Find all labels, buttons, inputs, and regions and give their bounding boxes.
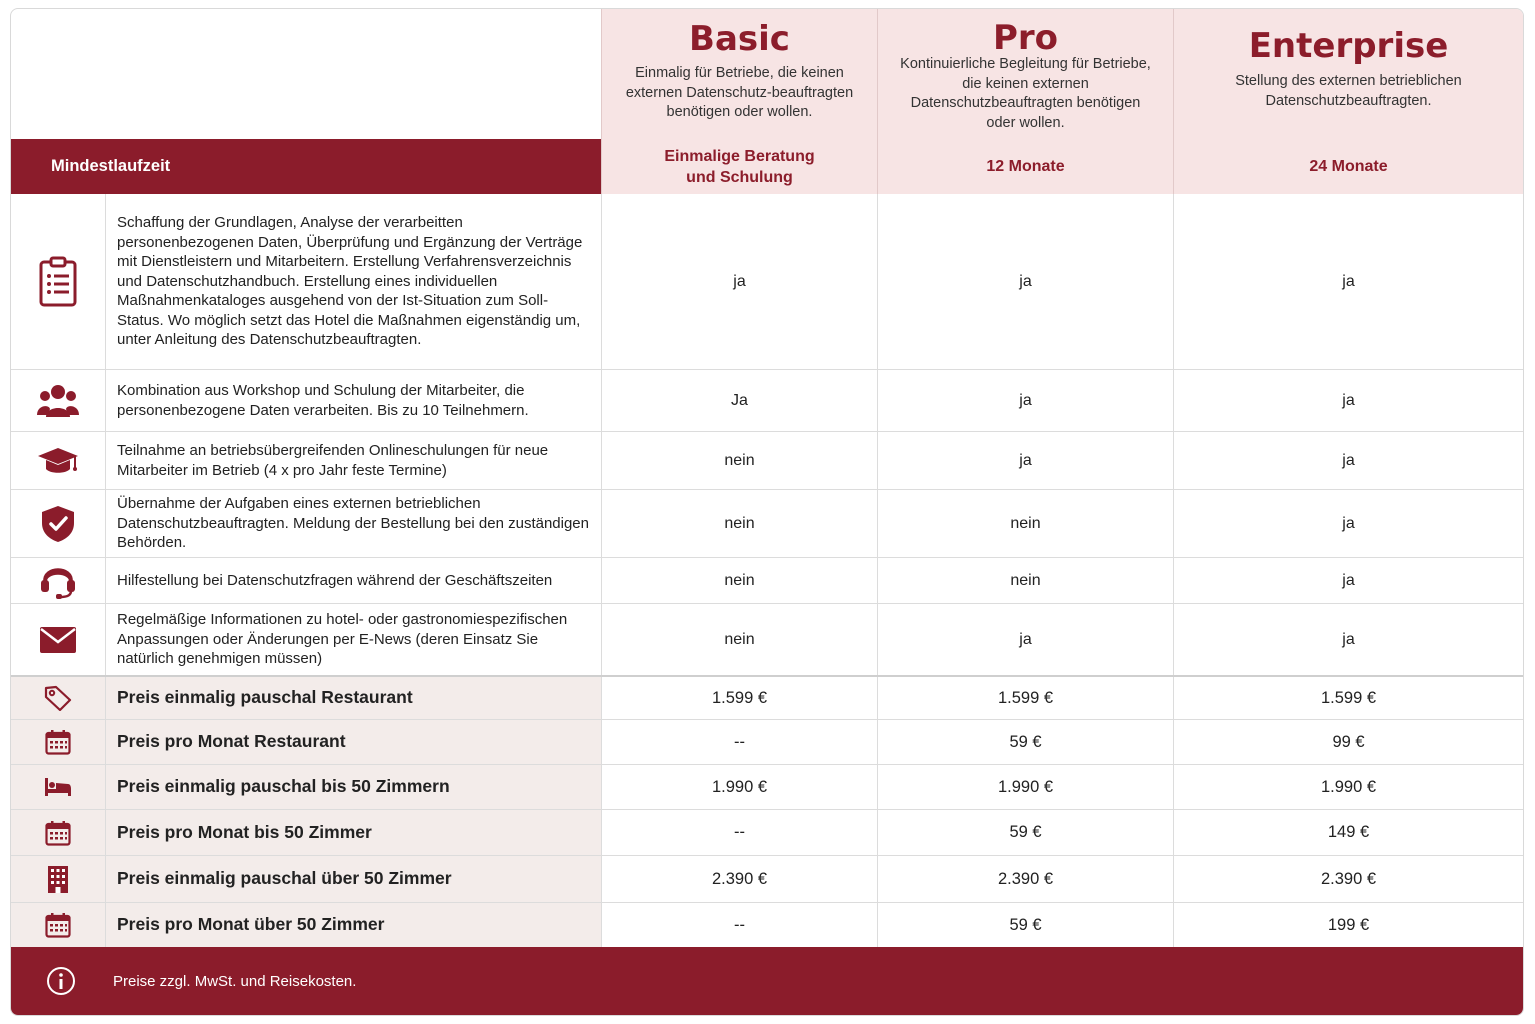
min-term-row	[11, 139, 1523, 194]
price-value-pro: 2.390 €	[877, 856, 1173, 902]
min-term-value: 24 Monate	[1309, 158, 1388, 175]
price-value-enterprise: 1.990 €	[1173, 765, 1523, 809]
clipboard-list-icon	[38, 256, 78, 308]
feature-text: Schaffung der Grundlagen, Analyse der verarbeitten personenbezogenen Daten, Überprüfung und Ergänzung der Verträge mit Dienstleistern und Mitarbeitern. Erstellung Verfahrensverzeichnis und Datenschutzhandbuch. Erstellung eines individuellen Maßnahmenkataloges ausgehend von der Ist-Situation zum Soll-Status. Wo möglich setzt das Hotel die Maßnahmen eigenständig um, unter Anleitung des Datenschutzbeauftragten.	[117, 214, 583, 349]
pricing-table	[10, 8, 1524, 1016]
plan-header-enterprise	[1173, 9, 1523, 139]
plan-description: Einmalig für Betriebe, die keinen externen Datenschutz-beauftragten benötigen oder wollen.	[625, 65, 854, 120]
min-term-label: Mindestlaufzeit	[11, 139, 601, 194]
price-tag-icon	[44, 685, 72, 711]
price-value-enterprise: 2.390 €	[1173, 856, 1523, 902]
price-value-pro: 59 €	[877, 903, 1173, 947]
info-icon	[46, 966, 76, 996]
price-value-pro: 1.990 €	[877, 765, 1173, 809]
price-label: Preis einmalig pauschal bis 50 Zimmern	[106, 765, 601, 809]
feature-value-pro: ja	[877, 432, 1173, 489]
feature-row	[11, 557, 1523, 603]
price-value-pro: 59 €	[877, 810, 1173, 855]
price-value-pro: 1.599 €	[877, 677, 1173, 719]
price-row	[11, 719, 1523, 764]
price-icon-cell	[11, 903, 106, 947]
feature-value-basic: nein	[601, 604, 877, 675]
feature-row	[11, 431, 1523, 489]
feature-row	[11, 603, 1523, 675]
price-value-basic: --	[601, 720, 877, 764]
feature-value-pro: ja	[877, 604, 1173, 675]
price-icon-cell	[11, 677, 106, 719]
feature-value-enterprise: ja	[1173, 604, 1523, 675]
price-value-enterprise: 199 €	[1173, 903, 1523, 947]
price-icon-cell	[11, 810, 106, 855]
building-icon	[46, 865, 70, 893]
feature-value-enterprise: ja	[1173, 194, 1523, 369]
feature-text: Übernahme der Aufgaben eines externen betrieblichen Datenschutzbeauftragten. Meldung der Bestellung bei den zuständigen Behörden.	[117, 495, 589, 552]
min-term-pro	[877, 139, 1173, 194]
price-value-basic: --	[601, 903, 877, 947]
price-row	[11, 675, 1523, 719]
feature-row	[11, 369, 1523, 431]
headset-icon	[40, 562, 76, 600]
plan-description: Stellung des externen betrieblichen Datenschutzbeauftragten.	[1235, 73, 1462, 109]
feature-value-basic: nein	[601, 432, 877, 489]
price-row	[11, 809, 1523, 855]
feature-value-pro: nein	[877, 490, 1173, 557]
shield-check-icon	[41, 505, 75, 543]
min-term-value: Einmalige Beratung und Schulung	[664, 147, 815, 186]
feature-text: Hilfestellung bei Datenschutzfragen während der Geschäftszeiten	[117, 571, 553, 589]
feature-icon-cell	[11, 558, 106, 603]
feature-value-enterprise: ja	[1173, 370, 1523, 431]
price-label: Preis einmalig pauschal über 50 Zimmer	[106, 856, 601, 902]
feature-value-basic: ja	[601, 194, 877, 369]
feature-value-pro: nein	[877, 558, 1173, 603]
feature-value-basic: Ja	[601, 370, 877, 431]
price-value-basic: 2.390 €	[601, 856, 877, 902]
price-value-pro: 59 €	[877, 720, 1173, 764]
price-value-basic: 1.599 €	[601, 677, 877, 719]
price-row	[11, 855, 1523, 902]
price-value-basic: --	[601, 810, 877, 855]
feature-text: Teilnahme an betriebsübergreifenden Onlineschulungen für neue Mitarbeiter im Betrieb (4 x pro Jahr feste Termine)	[117, 442, 549, 479]
price-value-enterprise: 1.599 €	[1173, 677, 1523, 719]
feature-icon-cell	[11, 370, 106, 431]
price-value-enterprise: 99 €	[1173, 720, 1523, 764]
feature-value-enterprise: ja	[1173, 490, 1523, 557]
feature-icon-cell	[11, 432, 106, 489]
calendar-icon	[45, 912, 71, 938]
users-group-icon	[37, 383, 79, 419]
feature-text: Regelmäßige Informationen zu hotel- oder gastronomiespezifischen Anpassungen oder Änderungen per E-News (deren Einsatz Sie natürlich genehmigen müssen)	[117, 611, 568, 668]
price-label: Preis pro Monat bis 50 Zimmer	[106, 810, 601, 855]
feature-value-basic: nein	[601, 558, 877, 603]
footer-icon-cell	[11, 966, 111, 996]
price-value-basic: 1.990 €	[601, 765, 877, 809]
feature-value-pro: ja	[877, 370, 1173, 431]
feature-icon-cell	[11, 194, 106, 369]
feature-row	[11, 489, 1523, 557]
feature-text: Kombination aus Workshop und Schulung der Mitarbeiter, die personenbezogene Daten verarbeiten. Bis zu 10 Teilnehmern.	[117, 382, 529, 419]
footer-note	[11, 947, 1523, 1015]
min-term-basic	[601, 139, 877, 194]
price-icon-cell	[11, 720, 106, 764]
calendar-icon	[45, 820, 71, 846]
feature-row	[11, 194, 1523, 369]
feature-value-enterprise: ja	[1173, 558, 1523, 603]
plan-header-basic	[601, 9, 877, 139]
feature-icon-cell	[11, 604, 106, 675]
feature-value-basic: nein	[601, 490, 877, 557]
price-row	[11, 764, 1523, 809]
calendar-icon	[45, 729, 71, 755]
footer-text: Preise zzgl. MwSt. und Reisekosten.	[113, 972, 357, 990]
plan-name: Pro	[992, 18, 1059, 58]
graduation-cap-icon	[37, 446, 79, 476]
price-label: Preis einmalig pauschal Restaurant	[106, 677, 601, 719]
plan-description: Kontinuierliche Begleitung für Betriebe, die keinen externen Datenschutzbeauftragten benötigen oder wollen.	[900, 56, 1151, 131]
feature-icon-cell	[11, 490, 106, 557]
price-icon-cell	[11, 765, 106, 809]
plan-name: Enterprise	[1248, 26, 1449, 66]
plan-header-pro	[877, 9, 1173, 139]
min-term-enterprise	[1173, 139, 1523, 194]
price-value-enterprise: 149 €	[1173, 810, 1523, 855]
feature-value-pro: ja	[877, 194, 1173, 369]
price-row	[11, 902, 1523, 947]
bed-icon	[44, 777, 72, 797]
envelope-icon	[39, 626, 77, 654]
min-term-value: 12 Monate	[986, 158, 1065, 175]
plan-name: Basic	[689, 19, 790, 59]
price-icon-cell	[11, 856, 106, 902]
price-label: Preis pro Monat über 50 Zimmer	[106, 903, 601, 947]
price-label: Preis pro Monat Restaurant	[106, 720, 601, 764]
feature-value-enterprise: ja	[1173, 432, 1523, 489]
